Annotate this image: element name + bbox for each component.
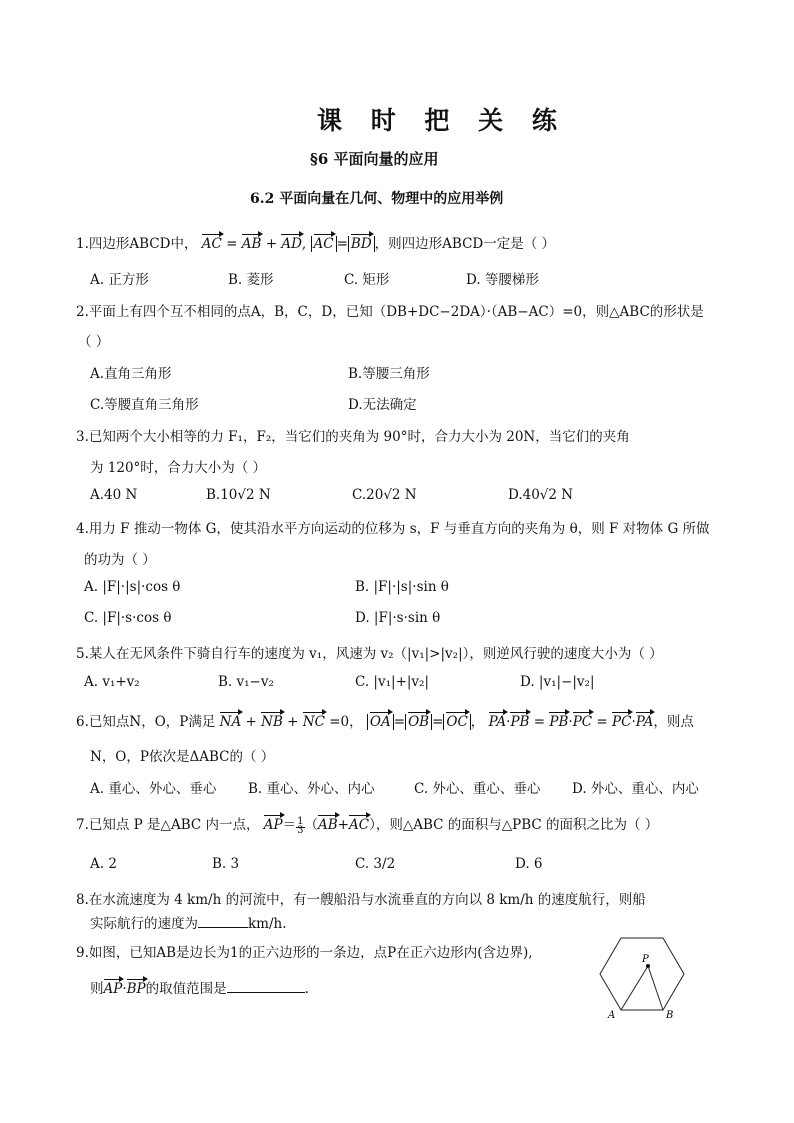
option-c[interactable]: C. |F|·s·cos θ — [84, 610, 172, 626]
vector-sum: NA + NB + NC — [219, 714, 325, 730]
answer-blank[interactable] — [198, 915, 248, 928]
question-stem: 已知两个大小相等的力 F₁，F₂，当它们的夹角为 90°时，合力大小为 20N，当它们的夹角 — [88, 429, 630, 445]
question-9-line2 — [90, 977, 309, 997]
segment-bp — [648, 966, 663, 1010]
option-b[interactable]: B. |F|·|s|·sin θ — [355, 579, 449, 595]
unit-label: km/h. — [248, 916, 287, 932]
hexagon-outline — [600, 938, 684, 1010]
question-stem-end: ，则点 — [653, 714, 694, 730]
option-a[interactable]: A. 正方形 — [90, 272, 149, 288]
question-stem: 实际航行的速度为 — [90, 916, 198, 932]
question-7 — [76, 813, 658, 835]
question-stem-end: 的取值范围是 — [145, 981, 227, 997]
section-title: §6 平面向量的应用 — [310, 150, 439, 168]
question-number: 8. — [76, 892, 89, 908]
question-2-line2: （ ） — [78, 334, 110, 350]
option-d[interactable]: D. |v₁|−|v₂| — [520, 674, 595, 690]
option-a[interactable]: A.40 N — [90, 487, 138, 503]
question-stem: 平面上有四个互不相同的点A，B，C，D，已知（DB+DC−2DA）·（AB−AC）=0，则△ABC的形状是 — [88, 304, 704, 320]
option-c[interactable]: C. |v₁|+|v₂| — [355, 674, 430, 690]
question-number: 2. — [76, 304, 89, 320]
option-b[interactable]: B.10√2 N — [206, 487, 271, 503]
question-stem: 已知点N，O，P满足 — [88, 714, 216, 730]
question-9 — [76, 941, 533, 961]
option-a[interactable]: A.直角三角形 — [90, 366, 172, 382]
subsection-title: 6.2 平面向量在几何、物理中的应用举例 — [250, 191, 504, 207]
option-b[interactable]: B. 菱形 — [228, 272, 274, 288]
question-number: 7. — [76, 817, 89, 833]
option-c[interactable]: C. 外心、重心、垂心 — [414, 781, 541, 797]
question-stem: 则 — [90, 981, 104, 997]
question-6-line2: N，O，P依次是ΔABC的（ ） — [90, 749, 275, 765]
option-d[interactable]: D.无法确定 — [348, 397, 417, 413]
option-d[interactable]: D. 等腰梯形 — [466, 272, 539, 288]
answer-blank[interactable] — [227, 980, 305, 993]
question-3 — [76, 425, 630, 445]
page-title: 课 时 把 关 练 — [317, 106, 567, 135]
question-number: 1. — [76, 236, 89, 252]
question-stem-end: ，则四边形ABCD一定是（ ） — [374, 236, 556, 252]
vector-modulus-equation: OA = OB = OC ， PA·PB = PB·PC = PC·PA — [367, 714, 653, 730]
option-c[interactable]: C. 3/2 — [355, 856, 396, 872]
label-b: B — [666, 1010, 674, 1020]
question-number: 4. — [76, 521, 89, 537]
question-number: 6. — [76, 714, 89, 730]
question-stem: 四边形ABCD中， — [88, 236, 198, 252]
option-c[interactable]: C.等腰直角三角形 — [90, 397, 199, 413]
question-8-line2 — [90, 912, 287, 932]
option-a[interactable]: A. 2 — [90, 856, 117, 872]
question-2 — [76, 300, 704, 320]
period: . — [304, 981, 309, 997]
option-c[interactable]: C.20√2 N — [352, 487, 417, 503]
option-b[interactable]: B.等腰三角形 — [348, 366, 430, 382]
option-b[interactable]: B. 重心、外心、内心 — [248, 781, 375, 797]
label-p: P — [642, 954, 649, 965]
question-5 — [76, 642, 663, 662]
option-c[interactable]: C. 矩形 — [344, 272, 390, 288]
option-d[interactable]: D. 外心、重心、内心 — [572, 781, 699, 797]
question-stem-end: ，则△ABC 的面积与△PBC 的面积之比为（ ） — [375, 817, 659, 833]
option-d[interactable]: D. 6 — [515, 856, 543, 872]
question-stem: 如图，已知AB是边长为1的正六边形的一条边，点P在正六边形内(含边界), — [88, 945, 533, 961]
question-4 — [76, 517, 710, 537]
option-d[interactable]: D. |F|·s·sin θ — [355, 610, 441, 626]
option-a[interactable]: A. 重心、外心、垂心 — [90, 781, 217, 797]
question-1 — [76, 232, 555, 252]
question-8 — [76, 888, 646, 908]
option-b[interactable]: B. v₁−v₂ — [218, 674, 274, 690]
segment-ap — [621, 966, 648, 1010]
question-number: 5. — [76, 646, 89, 662]
vector-expression: AP＝1 3（AB+AC） — [263, 815, 376, 836]
vector-equation: AC = AB + AD, AC = BD — [202, 236, 375, 252]
question-3-line2: 为 120°时，合力大小为（ ） — [90, 460, 267, 476]
question-4-line2: 的功为（ ） — [84, 552, 156, 568]
question-stem: 在水流速度为 4 km/h 的河流中，有一艘船沿与水流垂直的方向以 8 km/h 的速度航行，则船 — [88, 892, 646, 908]
option-a[interactable]: A. |F|·|s|·cos θ — [84, 579, 181, 595]
option-a[interactable]: A. v₁+v₂ — [84, 674, 140, 690]
hexagon-figure — [594, 930, 694, 1020]
option-b[interactable]: B. 3 — [212, 856, 240, 872]
dot-product: AP·BP — [103, 981, 146, 997]
question-stem: 用力 F 推动一物体 G，使其沿水平方向运动的位移为 s，F 与垂直方向的夹角为 θ，则 F 对物体 G 所做 — [88, 521, 710, 537]
question-stem-mid: =0， — [329, 714, 363, 730]
question-stem: 已知点 P 是△ABC 内一点， — [88, 817, 260, 833]
question-6 — [76, 710, 694, 730]
question-number: 9. — [76, 945, 89, 961]
option-d[interactable]: D.40√2 N — [508, 487, 574, 503]
question-number: 3. — [76, 429, 89, 445]
question-stem: 某人在无风条件下骑自行车的速度为 v₁，风速为 v₂（|v₁|>|v₂|），则逆风行驶的速度大小为（ ） — [88, 646, 663, 662]
label-a: A — [608, 1010, 616, 1020]
